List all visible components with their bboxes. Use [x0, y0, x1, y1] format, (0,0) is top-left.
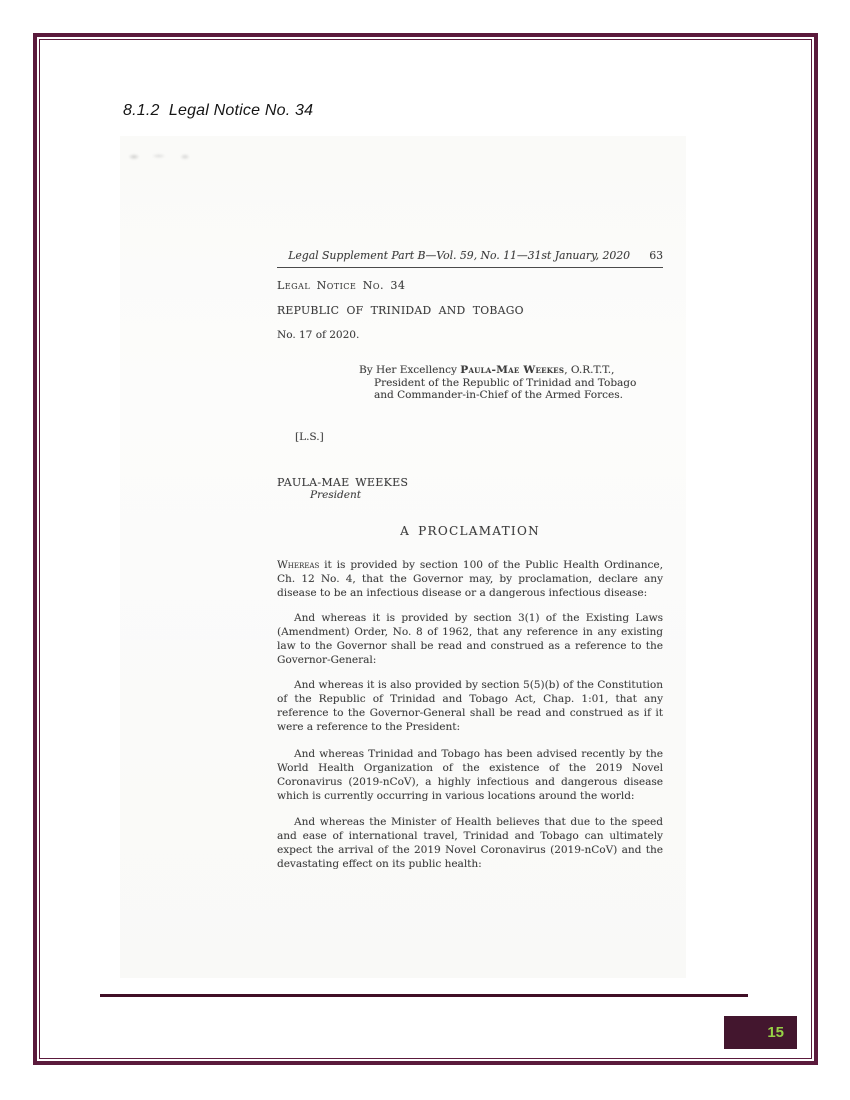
by-excellency-line3: and Commander-in-Chief of the Armed Forces. [374, 389, 623, 401]
page-number-box [724, 1016, 797, 1049]
legal-notice-content [277, 249, 663, 871]
gazette-header [277, 249, 663, 268]
gazette-journal-title: Legal Supplement Part B—Vol. 59, No. 11—31st January, 2020 [288, 249, 630, 262]
whereas-text: it is provided by section 100 of the Public Health Ordinance, Ch. 12 No. 4, that the Governor may, by proclamation, declare any disease to be an infectious disease or a dangerous infectious disease: [277, 558, 663, 599]
footer-divider [100, 994, 748, 997]
by-excellency-line2: President of the Republic of Trinidad and Tobago [374, 376, 637, 389]
republic-title: REPUBLIC OF TRINIDAD AND TOBAGO [277, 304, 524, 317]
paragraph-existing-laws: And whereas it is provided by section 3(1) of the Existing Laws (Amendment) Order, No. 8 of 1962, that any reference in any existing law to the Governor shall be read and construed as a reference to the Governor-General: [277, 611, 663, 666]
gazette-page-number: 63 [649, 249, 663, 262]
by-prefix: By Her Excellency [359, 364, 461, 376]
proclamation-heading: A PROCLAMATION [400, 523, 540, 538]
paragraph-constitution: And whereas it is also provided by section 5(5)(b) of the Constitution of the Republic of Trinidad and Tobago Act, Chap. 1:01, that any reference to the Governor-General shall be read and construed as if it were a reference to the President: [277, 678, 663, 733]
paragraph-whereas [277, 558, 663, 600]
legal-notice-number: Legal Notice No. 34 [277, 279, 406, 292]
signature-title: President [310, 488, 361, 501]
by-suffix: , O.R.T.T., [564, 364, 615, 376]
president-name: Paula-Mae Weekes [460, 364, 565, 376]
by-excellency-block [359, 364, 663, 402]
page-number: 15 [767, 1024, 784, 1041]
scan-artifact-smudge [125, 148, 200, 164]
seal-placeholder: [L.S.] [295, 430, 324, 443]
paragraph-who-advice: And whereas Trinidad and Tobago has been advised recently by the World Health Organization of the existence of the 2019 Novel Coronavirus (2019-nCoV), a highly infectious and dangerous disease which is currently occurring in various locations around the world: [277, 747, 663, 802]
section-heading: 8.1.2 Legal Notice No. 34 [123, 102, 314, 119]
by-excellency-line1 [359, 364, 663, 377]
instrument-number: No. 17 of 2020. [277, 329, 360, 341]
paragraph-minister-health: And whereas the Minister of Health believes that due to the speed and ease of international travel, Trinidad and Tobago can ultimately expect the arrival of the 2019 Novel Coronavirus (2019-nCoV) and the devastating effect on its public health: [277, 815, 663, 870]
signature-name: PAULA-MAE WEEKES [277, 475, 409, 489]
whereas-lead: Whereas [277, 558, 320, 571]
